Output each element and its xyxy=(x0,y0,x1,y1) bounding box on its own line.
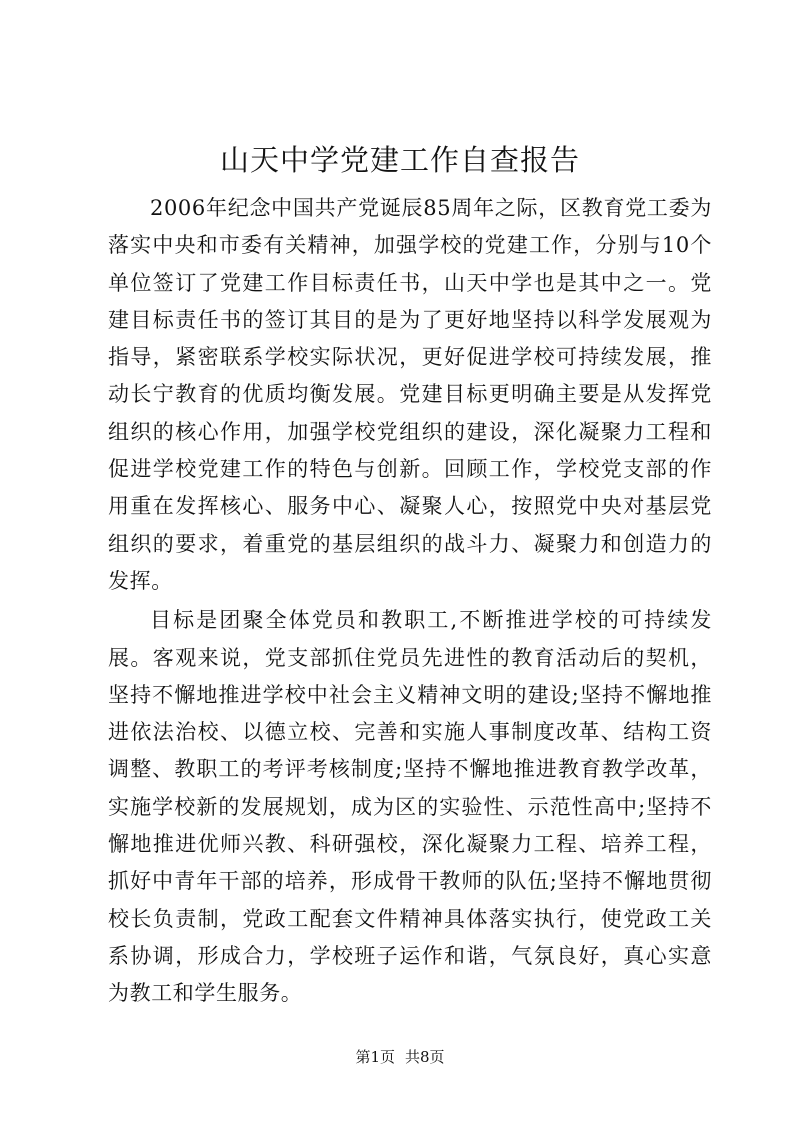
page-number-total: 共8页 xyxy=(405,1048,445,1066)
page-number-current: 第1页 xyxy=(355,1048,395,1066)
document-body xyxy=(108,190,712,1013)
paragraph-2: 目标是团聚全体党员和教职工,不断推进学校的可持续发展。客观来说，党支部抓住党员先进性的教育活动后的契机，坚持不懈地推进学校中社会主义精神文明的建设;坚持不懈地推进依法治校、以德立校、完善和实施人事制度改革、结构工资调整、教职工的考评考核制度;坚持不懈地推进教育教学改革，实施学校新的发展规划，成为区的实验性、示范性高中;坚持不懈地推进优师兴教、科研强校，深化凝聚力工程、培养工程，抓好中青年干部的培养，形成骨干教师的队伍;坚持不懈地贯彻校长负责制，党政工配套文件精神具体落实执行，使党政工关系协调，形成合力，学校班子运作和谐，气氛良好，真心实意为教工和学生服务。 xyxy=(108,608,712,1006)
paragraph-1: 2006年纪念中国共产党诞辰85周年之际，区教育党工委为落实中央和市委有关精神，加强学校的党建工作，分别与10个单位签订了党建工作目标责任书，山天中学也是其中之一。党建目标责任书的签订其目的是为了更好地坚持以科学发展观为指导，紧密联系学校实际状况，更好促进学校可持续发展，推动长宁教育的优质均衡发展。党建目标更明确主要是从发挥党组织的核心作用，加强学校党组织的建设，深化凝聚力工程和促进学校党建工作的特色与创新。回顾工作，学校党支部的作用重在发挥核心、服务中心、凝聚人心，按照党中央对基层党组织的要求，着重党的基层组织的战斗力、凝聚力和创造力的发挥。 xyxy=(108,196,712,593)
document-title: 山天中学党建工作自查报告 xyxy=(219,143,580,177)
page-footer xyxy=(0,1047,800,1067)
